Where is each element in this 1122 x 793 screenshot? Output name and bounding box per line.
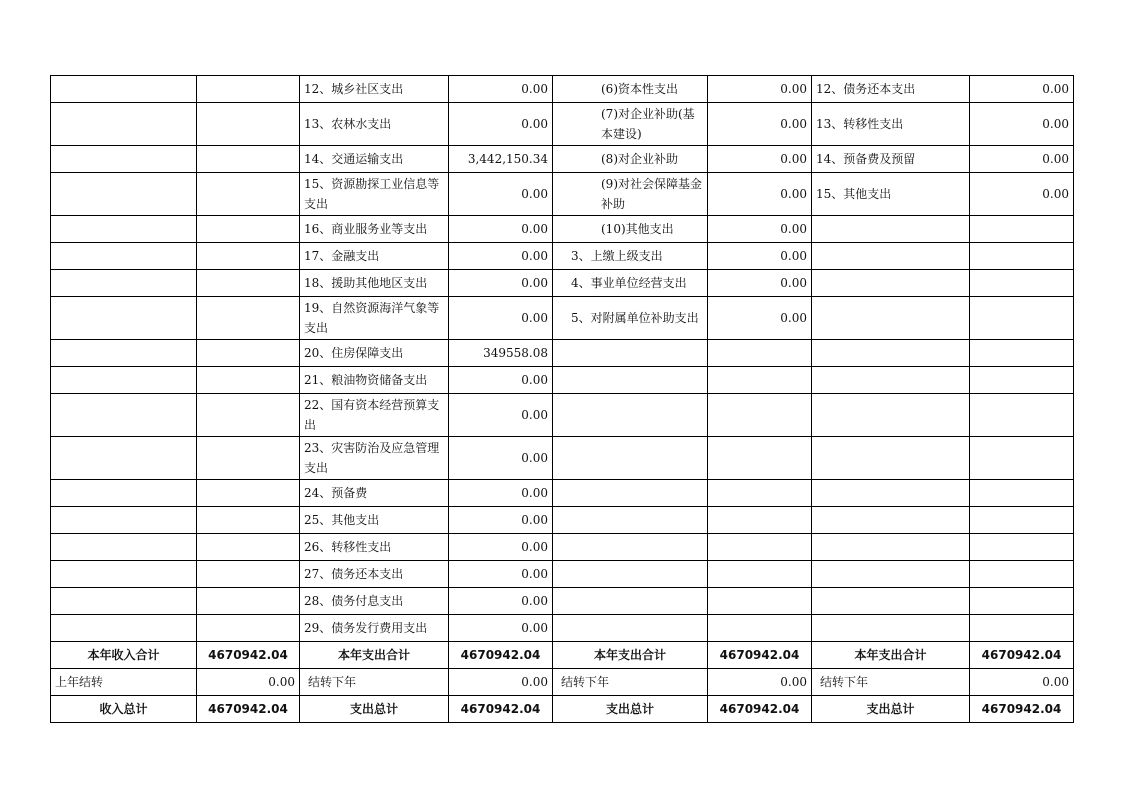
- func-item: [812, 216, 970, 243]
- expense-item: 15、资源勘探工业信息等支出: [300, 173, 449, 216]
- econ-amount: 0.00: [708, 146, 812, 173]
- econ-item: (6)资本性支出: [553, 76, 708, 103]
- func-amount: [970, 480, 1074, 507]
- income-item: [51, 297, 197, 340]
- econ-amount: [708, 367, 812, 394]
- expense-amount: 349558.08: [449, 340, 553, 367]
- income-amount: [197, 507, 300, 534]
- table-row: [51, 216, 1074, 243]
- econ-amount: [708, 588, 812, 615]
- expense-item: 19、自然资源海洋气象等支出: [300, 297, 449, 340]
- econ-item: [553, 507, 708, 534]
- grand-income-total-value: 4670942.04: [197, 696, 300, 723]
- func-item: [812, 340, 970, 367]
- table-row: [51, 340, 1074, 367]
- func-item: [812, 561, 970, 588]
- func-amount: 0.00: [970, 146, 1074, 173]
- expense-item: 22、国有资本经营预算支出: [300, 394, 449, 437]
- income-amount: [197, 216, 300, 243]
- table-row: [51, 394, 1074, 437]
- func-amount: [970, 507, 1074, 534]
- income-item: [51, 615, 197, 642]
- func-amount: [970, 534, 1074, 561]
- econ-item: [553, 437, 708, 480]
- expense-amount: 0.00: [449, 615, 553, 642]
- func-item: [812, 588, 970, 615]
- table-row: [51, 243, 1074, 270]
- table-row: [51, 615, 1074, 642]
- func-item: [812, 297, 970, 340]
- expense-item: 16、商业服务业等支出: [300, 216, 449, 243]
- expense-amount: 0.00: [449, 534, 553, 561]
- income-amount: [197, 146, 300, 173]
- income-item: [51, 588, 197, 615]
- expense-item: 18、援助其他地区支出: [300, 270, 449, 297]
- expense-amount: 0.00: [449, 507, 553, 534]
- econ-item: (8)对企业补助: [553, 146, 708, 173]
- econ-item: 5、对附属单位补助支出: [553, 297, 708, 340]
- income-item: [51, 340, 197, 367]
- econ-amount: 0.00: [708, 243, 812, 270]
- year-expense-total-label-3: 本年支出合计: [812, 642, 970, 669]
- econ-item: (9)对社会保障基金补助: [553, 173, 708, 216]
- econ-amount: 0.00: [708, 173, 812, 216]
- econ-amount: [708, 340, 812, 367]
- econ-amount: [708, 534, 812, 561]
- func-amount: [970, 615, 1074, 642]
- grand-expense-total-value-1: 4670942.04: [449, 696, 553, 723]
- expense-amount: 0.00: [449, 103, 553, 146]
- income-item: [51, 561, 197, 588]
- year-expense-total-value-3: 4670942.04: [970, 642, 1074, 669]
- income-amount: [197, 103, 300, 146]
- expense-item: 14、交通运输支出: [300, 146, 449, 173]
- income-amount: [197, 243, 300, 270]
- expense-amount: 0.00: [449, 297, 553, 340]
- income-amount: [197, 340, 300, 367]
- econ-amount: [708, 561, 812, 588]
- func-amount: [970, 588, 1074, 615]
- table-row: [51, 367, 1074, 394]
- expense-amount: 0.00: [449, 270, 553, 297]
- expense-item: 17、金融支出: [300, 243, 449, 270]
- econ-item: [553, 394, 708, 437]
- carry-next-year-label-2: 结转下年: [553, 669, 708, 696]
- carry-next-year-label-1: 结转下年: [300, 669, 449, 696]
- func-item: 15、其他支出: [812, 173, 970, 216]
- expense-amount: 0.00: [449, 437, 553, 480]
- func-item: [812, 437, 970, 480]
- income-amount: [197, 615, 300, 642]
- econ-amount: 0.00: [708, 216, 812, 243]
- func-amount: [970, 394, 1074, 437]
- func-amount: [970, 340, 1074, 367]
- econ-item: [553, 561, 708, 588]
- econ-item: [553, 615, 708, 642]
- year-total-row: [51, 642, 1074, 669]
- income-amount: [197, 394, 300, 437]
- expense-item: 26、转移性支出: [300, 534, 449, 561]
- econ-amount: [708, 615, 812, 642]
- expense-item: 28、债务付息支出: [300, 588, 449, 615]
- table-row: [51, 507, 1074, 534]
- table-row: [51, 437, 1074, 480]
- econ-item: 4、事业单位经营支出: [553, 270, 708, 297]
- func-amount: [970, 561, 1074, 588]
- income-amount: [197, 173, 300, 216]
- income-amount: [197, 297, 300, 340]
- econ-amount: [708, 480, 812, 507]
- grand-total-row: [51, 696, 1074, 723]
- func-item: 12、债务还本支出: [812, 76, 970, 103]
- carry-next-year-value-2: 0.00: [708, 669, 812, 696]
- func-item: [812, 367, 970, 394]
- func-item: [812, 270, 970, 297]
- expense-amount: 0.00: [449, 243, 553, 270]
- func-amount: 0.00: [970, 103, 1074, 146]
- income-item: [51, 367, 197, 394]
- grand-expense-total-label-1: 支出总计: [300, 696, 449, 723]
- func-amount: [970, 437, 1074, 480]
- expense-item: 23、灾害防治及应急管理支出: [300, 437, 449, 480]
- table-row: [51, 297, 1074, 340]
- income-item: [51, 103, 197, 146]
- expense-item: 21、粮油物资储备支出: [300, 367, 449, 394]
- table-row: [51, 534, 1074, 561]
- carry-over-row: [51, 669, 1074, 696]
- func-item: [812, 507, 970, 534]
- func-item: [812, 615, 970, 642]
- year-expense-total-value-1: 4670942.04: [449, 642, 553, 669]
- income-amount: [197, 76, 300, 103]
- expense-amount: 0.00: [449, 480, 553, 507]
- income-item: [51, 243, 197, 270]
- income-item: [51, 216, 197, 243]
- table-row: [51, 146, 1074, 173]
- income-amount: [197, 270, 300, 297]
- func-item: [812, 534, 970, 561]
- func-amount: 0.00: [970, 76, 1074, 103]
- func-item: [812, 480, 970, 507]
- expense-amount: 0.00: [449, 561, 553, 588]
- income-item: [51, 173, 197, 216]
- expense-item: 29、债务发行费用支出: [300, 615, 449, 642]
- year-expense-total-label-1: 本年支出合计: [300, 642, 449, 669]
- prior-year-carry-label: 上年结转: [51, 669, 197, 696]
- table-row: [51, 270, 1074, 297]
- income-amount: [197, 588, 300, 615]
- carry-next-year-label-3: 结转下年: [812, 669, 970, 696]
- table-row: [51, 173, 1074, 216]
- func-item: 14、预备费及预留: [812, 146, 970, 173]
- expense-item: 13、农林水支出: [300, 103, 449, 146]
- expense-amount: 0.00: [449, 394, 553, 437]
- expense-item: 20、住房保障支出: [300, 340, 449, 367]
- table-body: [51, 76, 1074, 642]
- budget-table: [50, 75, 1074, 723]
- econ-item: [553, 588, 708, 615]
- expense-item: 27、债务还本支出: [300, 561, 449, 588]
- income-item: [51, 437, 197, 480]
- econ-item: [553, 534, 708, 561]
- econ-item: [553, 367, 708, 394]
- grand-expense-total-label-3: 支出总计: [812, 696, 970, 723]
- income-item: [51, 76, 197, 103]
- year-income-total-label: 本年收入合计: [51, 642, 197, 669]
- income-item: [51, 507, 197, 534]
- econ-amount: 0.00: [708, 76, 812, 103]
- table-row: [51, 561, 1074, 588]
- expense-item: 24、预备费: [300, 480, 449, 507]
- grand-expense-total-label-2: 支出总计: [553, 696, 708, 723]
- year-expense-total-label-2: 本年支出合计: [553, 642, 708, 669]
- expense-amount: 0.00: [449, 216, 553, 243]
- expense-amount: 0.00: [449, 588, 553, 615]
- func-amount: 0.00: [970, 173, 1074, 216]
- income-item: [51, 146, 197, 173]
- expense-item: 25、其他支出: [300, 507, 449, 534]
- econ-amount: 0.00: [708, 297, 812, 340]
- table-row: [51, 76, 1074, 103]
- carry-next-year-value-1: 0.00: [449, 669, 553, 696]
- carry-next-year-value-3: 0.00: [970, 669, 1074, 696]
- func-amount: [970, 243, 1074, 270]
- func-amount: [970, 297, 1074, 340]
- econ-item: [553, 340, 708, 367]
- func-item: 13、转移性支出: [812, 103, 970, 146]
- func-item: [812, 243, 970, 270]
- grand-expense-total-value-3: 4670942.04: [970, 696, 1074, 723]
- income-item: [51, 270, 197, 297]
- income-amount: [197, 480, 300, 507]
- econ-item: 3、上缴上级支出: [553, 243, 708, 270]
- income-item: [51, 534, 197, 561]
- expense-amount: 0.00: [449, 76, 553, 103]
- expense-amount: 0.00: [449, 173, 553, 216]
- econ-amount: [708, 394, 812, 437]
- grand-expense-total-value-2: 4670942.04: [708, 696, 812, 723]
- econ-amount: [708, 437, 812, 480]
- income-amount: [197, 534, 300, 561]
- prior-year-carry-value: 0.00: [197, 669, 300, 696]
- income-item: [51, 480, 197, 507]
- year-expense-total-value-2: 4670942.04: [708, 642, 812, 669]
- func-amount: [970, 270, 1074, 297]
- expense-amount: 0.00: [449, 367, 553, 394]
- expense-amount: 3,442,150.34: [449, 146, 553, 173]
- econ-item: (10)其他支出: [553, 216, 708, 243]
- table-row: [51, 480, 1074, 507]
- table-row: [51, 103, 1074, 146]
- func-item: [812, 394, 970, 437]
- income-amount: [197, 561, 300, 588]
- year-income-total-value: 4670942.04: [197, 642, 300, 669]
- income-item: [51, 394, 197, 437]
- econ-amount: 0.00: [708, 270, 812, 297]
- econ-item: [553, 480, 708, 507]
- table-row: [51, 588, 1074, 615]
- econ-amount: [708, 507, 812, 534]
- income-amount: [197, 437, 300, 480]
- econ-item: (7)对企业补助(基本建设): [553, 103, 708, 146]
- func-amount: [970, 367, 1074, 394]
- expense-item: 12、城乡社区支出: [300, 76, 449, 103]
- income-amount: [197, 367, 300, 394]
- econ-amount: 0.00: [708, 103, 812, 146]
- grand-income-total-label: 收入总计: [51, 696, 197, 723]
- func-amount: [970, 216, 1074, 243]
